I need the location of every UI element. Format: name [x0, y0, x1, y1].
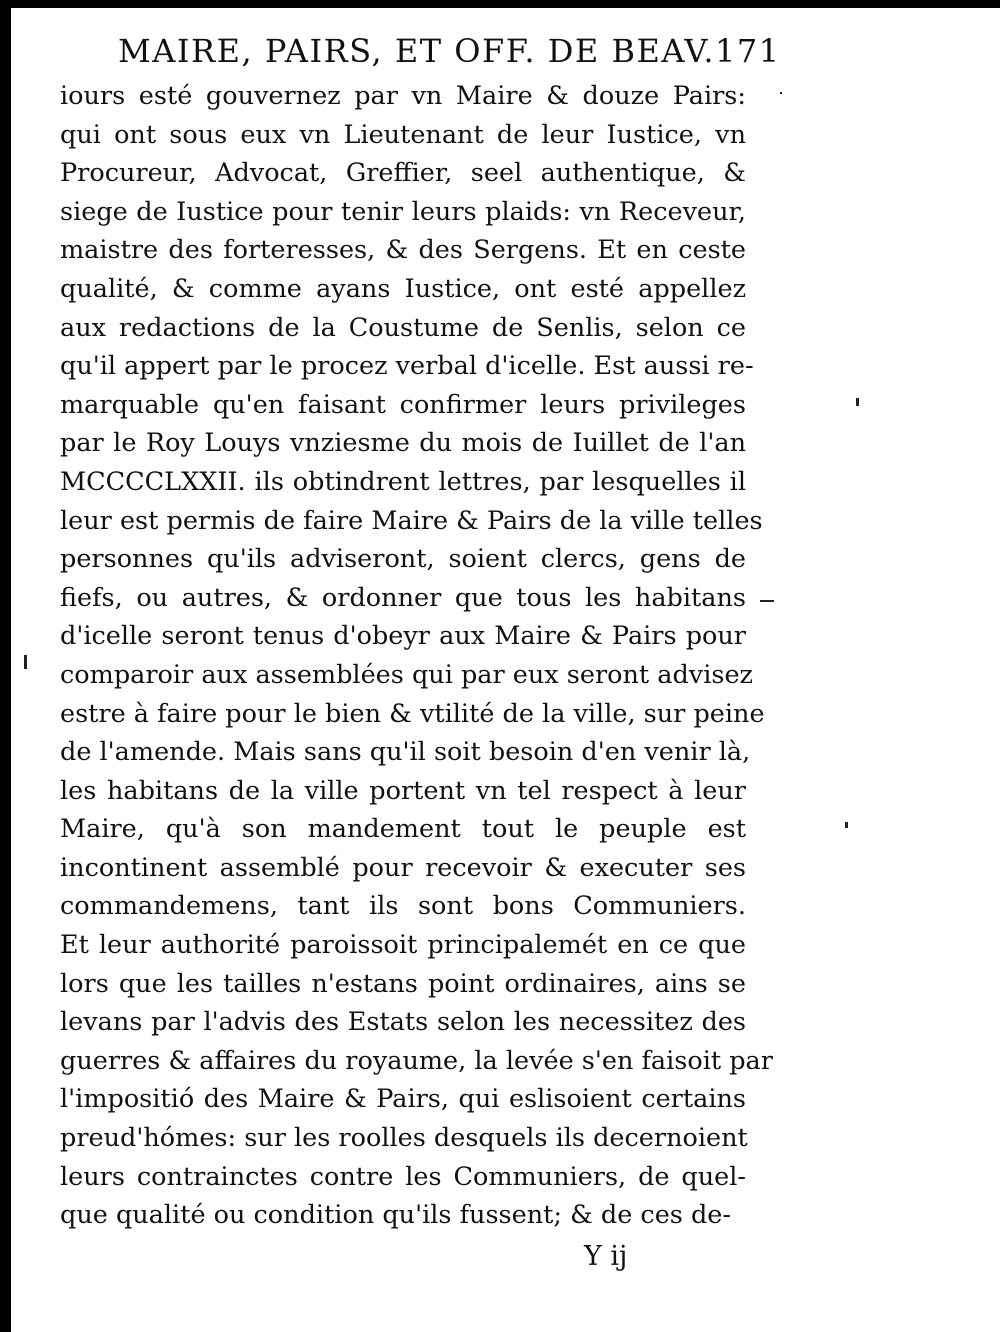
text-line: lors que les tailles n'estans point ordinaires, ains se — [60, 968, 746, 999]
text-line: leurs contrainctes contre les Communiers, de quel- — [60, 1161, 746, 1192]
text-line: MCCCCLXXII. ils obtindrent lettres, par lesquelles il — [60, 466, 746, 497]
text-line: incontinent assemblé pour recevoir & executer ses — [60, 852, 746, 883]
margin-speck — [780, 92, 782, 94]
page-number: 171 — [715, 32, 781, 70]
text-line: levans par l'advis des Estats selon les necessitez des — [60, 1007, 746, 1038]
text-line: les habitans de la ville portent vn tel respect à leur — [60, 775, 746, 806]
text-line: d'icelle seront tenus d'obeyr aux Maire & Pairs pour — [60, 621, 746, 652]
text-line: iours esté gouvernez par vn Maire & douze Pairs: — [60, 81, 746, 111]
text-line: Et leur authorité paroissoit principalemét en ce que — [60, 930, 746, 961]
text-line: preud'hómes: sur les roolles desquels ils decernoient — [60, 1123, 748, 1154]
scan-border-left — [0, 0, 11, 1332]
text-line: guerres & affaires du royaume, la levée s'en faisoit par — [60, 1045, 773, 1076]
text-line: de l'amende. Mais sans qu'il soit besoin d'en venir là, — [60, 737, 751, 768]
text-line: siege de Iustice pour tenir leurs plaids: vn Receveur, — [60, 196, 746, 227]
signature-mark: Y ij — [584, 1240, 628, 1272]
text-line: maistre des forteresses, & des Sergens. Et en ceste — [60, 235, 746, 266]
text-line: qualité, & comme ayans Iustice, ont esté appellez — [60, 273, 746, 304]
margin-speck — [24, 655, 27, 669]
margin-speck — [760, 600, 774, 602]
body-text — [60, 77, 780, 1235]
text-line: Maire, qu'à son mandement tout le peuple est — [60, 814, 746, 845]
text-line: personnes qu'ils adviseront, soient clercs, gens de — [60, 544, 746, 575]
text-line: aux redactions de la Coustume de Senlis, selon ce — [60, 312, 746, 343]
text-line: l'impositió des Maire & Pairs, qui eslisoient certains — [60, 1084, 746, 1115]
book-page — [60, 26, 780, 1316]
text-line: commandemens, tant ils sont bons Communiers. — [60, 891, 746, 922]
text-line: estre à faire pour le bien & vtilité de la ville, sur peine — [60, 698, 765, 729]
text-line: leur est permis de faire Maire & Pairs de la ville telles — [60, 505, 763, 536]
margin-speck — [845, 822, 848, 828]
text-line: qu'il appert par le procez verbal d'icelle. Est aussi re- — [60, 351, 754, 382]
text-line: fiefs, ou autres, & ordonner que tous les habitans — [60, 582, 746, 613]
text-line: qui ont sous eux vn Lieutenant de leur Iustice, vn — [60, 119, 746, 150]
text-line: marquable qu'en faisant confirmer leurs privileges — [60, 389, 746, 420]
margin-speck — [856, 398, 859, 406]
running-title: MAIRE, PAIRS, ET OFF. DE BEAV. — [118, 32, 716, 70]
page-header — [60, 26, 780, 76]
text-line: par le Roy Louys vnziesme du mois de Iuillet de l'an — [60, 428, 746, 459]
text-line: que qualité ou condition qu'ils fussent; & de ces de- — [60, 1200, 732, 1231]
text-line: comparoir aux assemblées qui par eux seront advisez — [60, 659, 753, 690]
text-line: Procureur, Advocat, Greffier, seel authentique, & — [60, 158, 746, 189]
scan-border-top — [0, 0, 1000, 8]
